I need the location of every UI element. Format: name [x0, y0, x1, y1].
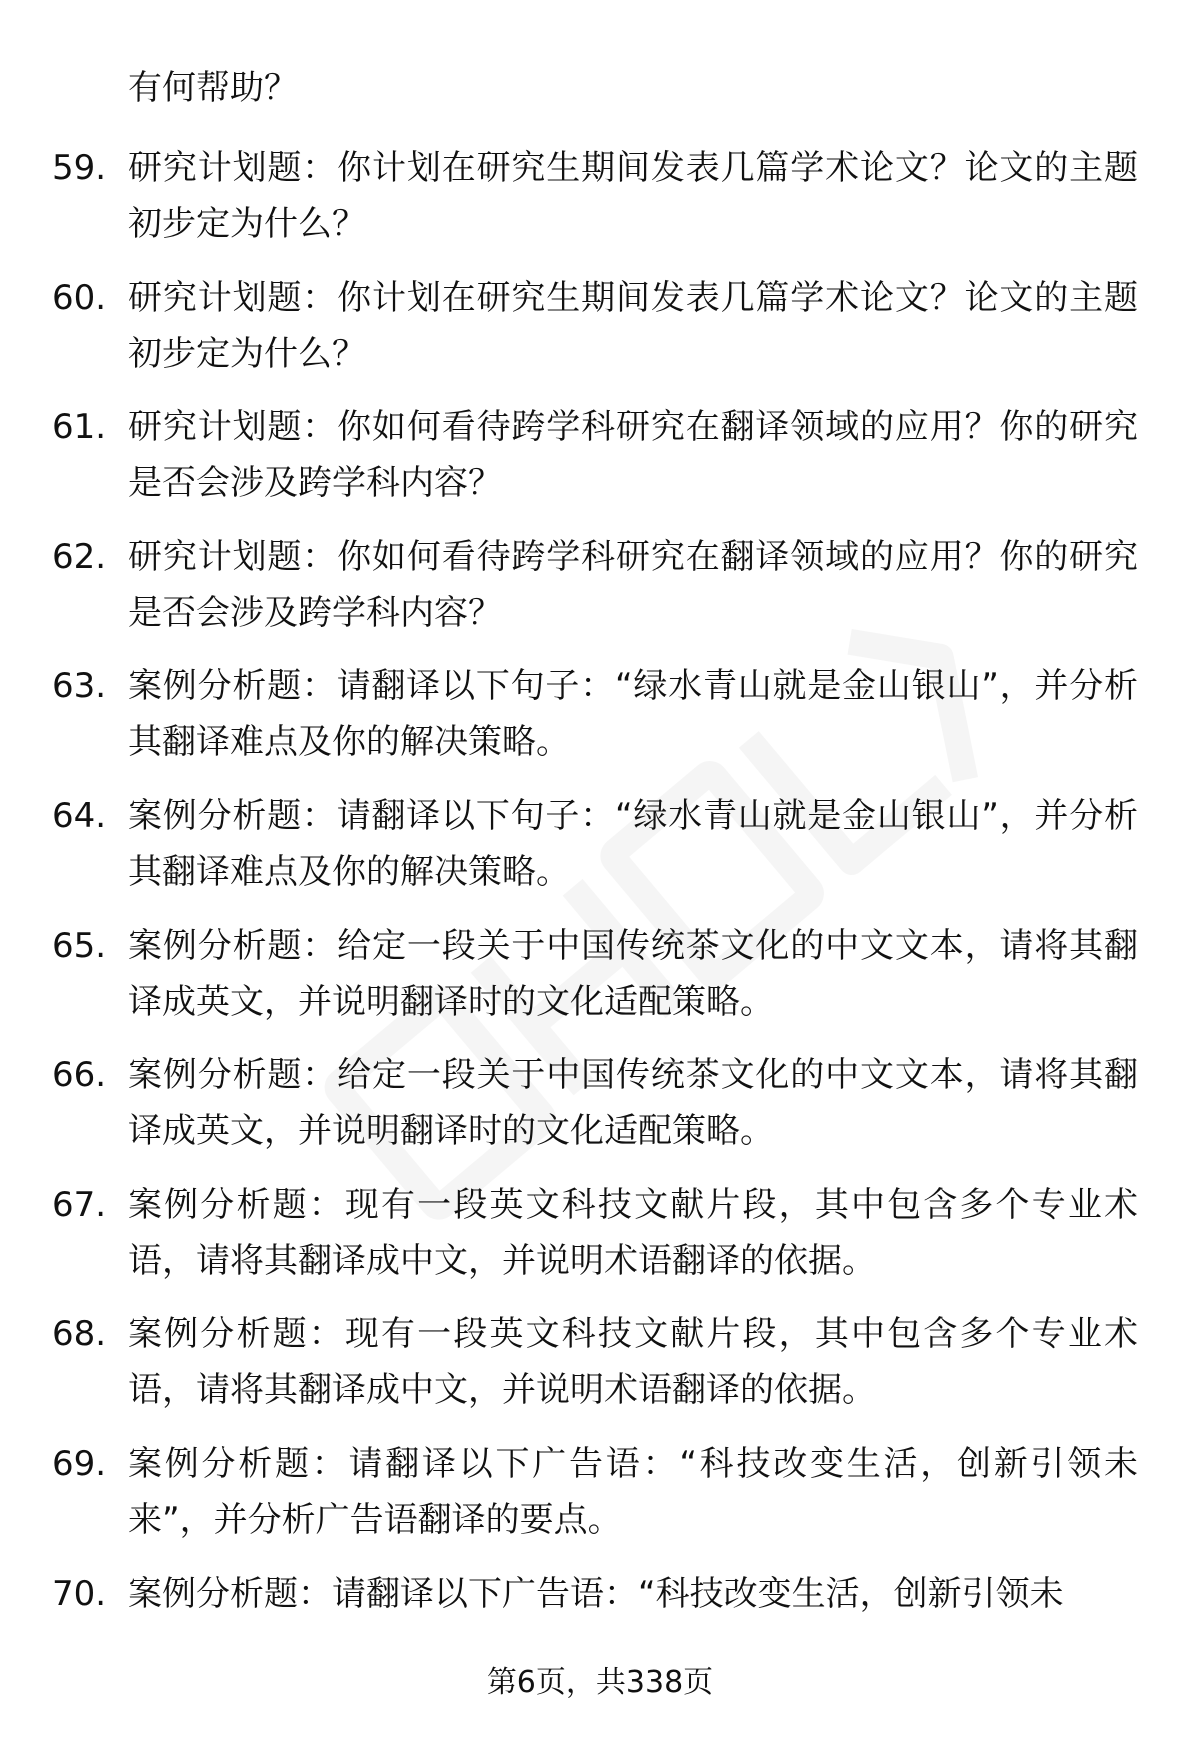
question-list: [0, 140, 1200, 1695]
question-item: [0, 529, 1200, 640]
question-number: 60.: [52, 277, 107, 318]
question-item: [0, 270, 1200, 381]
question-number: 59.: [52, 148, 107, 188]
question-text: 研究计划题：你如何看待跨学科研究在翻译领域的应用？你的研究是否会涉及跨学科内容？: [128, 407, 1138, 504]
question-text: 研究计划题：你如何看待跨学科研究在翻译领域的应用？你的研究是否会涉及跨学科内容？: [128, 536, 1138, 633]
question-text: 研究计划题：你计划在研究生期间发表几篇学术论文？论文的主题初步定为什么？: [128, 277, 1138, 374]
question-item: [0, 1177, 1200, 1288]
question-number: 69.: [52, 1443, 107, 1484]
page-footer: 第6页，共338页: [486, 1665, 714, 1700]
question-number: 70.: [52, 1573, 107, 1614]
question-number: 64.: [52, 795, 107, 836]
question-item: [0, 788, 1200, 899]
question-number: 61.: [52, 407, 107, 448]
question-number: 66.: [52, 1055, 107, 1096]
question-item: [0, 918, 1200, 1029]
continuation-text: 有何帮助？: [128, 68, 298, 108]
question-text: 案例分析题：现有一段英文科技文献片段，其中包含多个专业术语，请将其翻译成中文，并说明术语翻译的依据。: [128, 1314, 1138, 1411]
question-text: 案例分析题：现有一段英文科技文献片段，其中包含多个专业术语，请将其翻译成中文，并说明术语翻译的依据。: [128, 1184, 1138, 1281]
question-text: 案例分析题：给定一段关于中国传统茶文化的中文文本，请将其翻译成英文，并说明翻译时的文化适配策略。: [128, 925, 1138, 1022]
question-text: 案例分析题：请翻译以下广告语：“科技改变生活，创新引领未来”，并分析广告语翻译的要点。: [128, 1443, 1138, 1540]
question-text: 研究计划题：你计划在研究生期间发表几篇学术论文？论文的主题初步定为什么？: [128, 148, 1138, 244]
question-number: 67.: [52, 1184, 107, 1225]
question-item: [0, 1047, 1200, 1158]
question-number: 62.: [52, 536, 107, 577]
question-item: [0, 1436, 1200, 1547]
question-text: 案例分析题：请翻译以下广告语：“科技改变生活，创新引领未: [128, 1573, 1064, 1614]
question-text: 案例分析题：给定一段关于中国传统茶文化的中文文本，请将其翻译成英文，并说明翻译时的文化适配策略。: [128, 1055, 1138, 1152]
question-number: 68.: [52, 1314, 107, 1355]
question-item: [0, 1306, 1200, 1417]
question-number: 65.: [52, 925, 107, 966]
question-item: [0, 658, 1200, 769]
question-item: [0, 140, 1200, 251]
question-number: 63.: [52, 666, 107, 707]
question-item: [0, 1566, 1200, 1677]
question-text: 案例分析题：请翻译以下句子：“绿水青山就是金山银山”，并分析其翻译难点及你的解决策略。: [128, 666, 1138, 763]
question-item: [0, 399, 1200, 510]
question-text: 案例分析题：请翻译以下句子：“绿水青山就是金山银山”，并分析其翻译难点及你的解决策略。: [128, 795, 1138, 892]
